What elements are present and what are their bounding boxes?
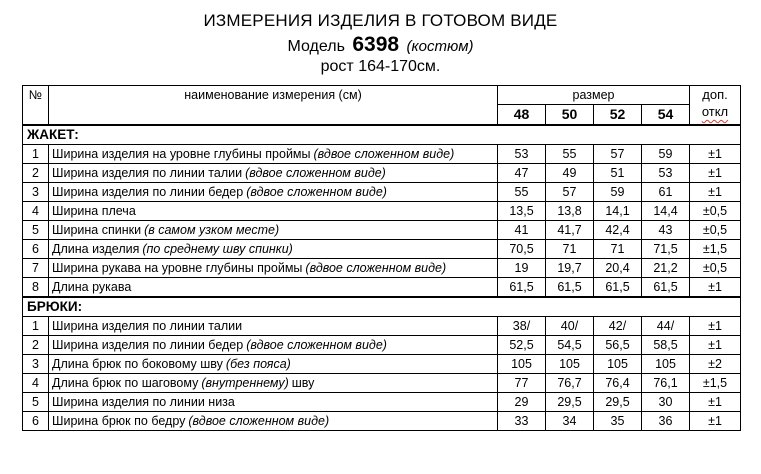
measurement-note: (внутреннему) [201,376,289,390]
measurement-name-cell [49,317,498,336]
row-number-cell: 1 [23,145,49,164]
size-value-cell: 55 [546,145,594,164]
size-value-cell: 40/ [546,317,594,336]
table-row [23,412,741,431]
measurement-note: (без пояса) [225,357,291,371]
measurement-name-cell [49,278,498,298]
size-value-cell: 47 [498,164,546,183]
size-value-cell: 54,5 [546,336,594,355]
size-value-cell: 105 [594,355,642,374]
row-number-cell: 6 [23,412,49,431]
table-row [23,183,741,202]
tolerance-cell: ±1 [690,412,741,431]
size-value-cell: 56,5 [594,336,642,355]
section-header-jacket [23,125,741,145]
size-value-cell: 41 [498,221,546,240]
size-value-cell: 19,7 [546,259,594,278]
size-value-cell: 58,5 [642,336,690,355]
table-row [23,393,741,412]
size-value-cell: 20,4 [594,259,642,278]
table-row [23,221,741,240]
row-number-cell: 4 [23,202,49,221]
tolerance-header-line1: доп. [702,87,728,102]
measurement-note: (вдвое сложенном виде) [246,185,387,199]
tolerance-cell: ±1 [690,183,741,202]
size-value-cell: 77 [498,374,546,393]
size-value-cell: 57 [546,183,594,202]
tolerance-cell: ±1 [690,278,741,298]
size-value-cell: 61,5 [498,278,546,298]
measurement-text: Ширина изделия по линии бедер [52,185,244,199]
measurement-name-cell [49,259,498,278]
size-value-cell: 61,5 [546,278,594,298]
tolerance-cell: ±1 [690,393,741,412]
size-value-cell: 61,5 [642,278,690,298]
row-number-cell: 4 [23,374,49,393]
measurement-name-cell [49,145,498,164]
col-header-number: № [23,86,49,126]
col-header-measurement-name: наименование измерения (см) [49,86,498,126]
size-value-cell: 51 [594,164,642,183]
measurement-text: Ширина спинки [52,223,142,237]
measurement-note: (вдвое сложенном виде) [305,261,447,275]
size-value-cell: 49 [546,164,594,183]
size-value-cell: 14,4 [642,202,690,221]
size-value-cell: 42,4 [594,221,642,240]
size-value-cell: 59 [642,145,690,164]
measurement-text: Длина брюк по боковому шву [52,357,223,371]
col-header-size-50: 50 [546,105,594,125]
size-value-cell: 53 [498,145,546,164]
measurement-text: Длина рукава [52,280,132,294]
height-range: рост 164-170см. [320,58,441,75]
measurement-name-cell [49,240,498,259]
tolerance-cell: ±0,5 [690,221,741,240]
section-header-trousers [23,297,741,317]
size-value-cell: 30 [642,393,690,412]
tolerance-cell: ±2 [690,355,741,374]
measurement-name-cell [49,221,498,240]
table-row [23,259,741,278]
table-row [23,355,741,374]
size-value-cell: 71 [594,240,642,259]
size-value-cell: 13,8 [546,202,594,221]
size-value-cell: 61,5 [594,278,642,298]
measurement-text: Ширина изделия по линии талии [52,319,243,333]
size-value-cell: 57 [594,145,642,164]
col-header-size-54: 54 [642,105,690,125]
measurement-text: Ширина изделия по линии низа [52,395,235,409]
measurement-note: (по среднему шву спинки) [142,242,293,256]
size-value-cell: 105 [642,355,690,374]
model-number: 6398 [352,33,400,56]
tolerance-cell: ±1,5 [690,240,741,259]
measurement-text: Ширина плеча [52,204,136,218]
tolerance-cell: ±0,5 [690,259,741,278]
measurement-name-cell [49,374,498,393]
measurement-text: Ширина изделия по линии талии [52,166,243,180]
size-value-cell: 36 [642,412,690,431]
section-label: БРЮКИ: [23,297,741,317]
row-number-cell: 8 [23,278,49,298]
table-row [23,145,741,164]
size-value-cell: 105 [546,355,594,374]
tolerance-cell: ±1 [690,317,741,336]
size-value-cell: 61 [642,183,690,202]
table-row [23,164,741,183]
size-value-cell: 21,2 [642,259,690,278]
measurement-note: (вдвое сложенном виде) [188,414,330,428]
size-value-cell: 55 [498,183,546,202]
size-value-cell: 34 [546,412,594,431]
header-row-top [23,86,741,105]
measurement-name-cell [49,393,498,412]
table-row [23,240,741,259]
size-value-cell: 53 [642,164,690,183]
size-value-cell: 52,5 [498,336,546,355]
tolerance-header-line2: откл [701,104,729,119]
row-number-cell: 3 [23,183,49,202]
row-number-cell: 7 [23,259,49,278]
row-number-cell: 3 [23,355,49,374]
col-header-size-52: 52 [594,105,642,125]
size-value-cell: 29,5 [594,393,642,412]
section-label: ЖАКЕТ: [23,125,741,145]
size-value-cell: 76,7 [546,374,594,393]
measurement-note: (вдвое сложенном виде) [245,166,386,180]
row-number-cell: 2 [23,336,49,355]
measurement-name-cell [49,164,498,183]
tolerance-cell: ±1 [690,336,741,355]
measurement-text: Ширина рукава на уровне глубины проймы [52,261,303,275]
size-value-cell: 71,5 [642,240,690,259]
table-row [23,278,741,298]
table-row [23,336,741,355]
row-number-cell: 5 [23,393,49,412]
size-value-cell: 43 [642,221,690,240]
size-value-cell: 59 [594,183,642,202]
col-header-size-group: размер [498,86,690,105]
col-header-tolerance [690,86,741,126]
row-number-cell: 6 [23,240,49,259]
measurement-text: Ширина брюк по бедру [52,414,186,428]
size-value-cell: 71 [546,240,594,259]
size-value-cell: 19 [498,259,546,278]
table-row [23,374,741,393]
measurements-table [22,85,741,431]
row-number-cell: 1 [23,317,49,336]
measurement-name-cell [49,202,498,221]
document-title: ИЗМЕРЕНИЯ ИЗДЕЛИЯ В ГОТОВОМ ВИДЕ [203,11,558,30]
model-label: Модель [287,38,345,55]
measurement-name-cell [49,412,498,431]
measurement-text: Длина изделия [52,242,140,256]
tolerance-cell: ±0,5 [690,202,741,221]
size-value-cell: 38/ [498,317,546,336]
size-value-cell: 13,5 [498,202,546,221]
size-value-cell: 29,5 [546,393,594,412]
measurement-text: Ширина изделия по линии бедер [52,338,244,352]
measurement-note: (в самом узком месте) [144,223,280,237]
tolerance-cell: ±1,5 [690,374,741,393]
measurement-text: Длина брюк по шаговому [52,376,199,390]
size-value-cell: 41,7 [546,221,594,240]
col-header-size-48: 48 [498,105,546,125]
tolerance-cell: ±1 [690,145,741,164]
document-header [0,11,761,76]
size-value-cell: 33 [498,412,546,431]
tolerance-cell: ±1 [690,164,741,183]
size-value-cell: 29 [498,393,546,412]
measurement-name-cell [49,183,498,202]
row-number-cell: 5 [23,221,49,240]
size-value-cell: 44/ [642,317,690,336]
size-value-cell: 76,4 [594,374,642,393]
measurement-text: Ширина изделия на уровне глубины проймы [52,147,311,161]
measurement-name-cell [49,336,498,355]
model-line [0,33,761,57]
measurement-text-suffix: шву [291,376,315,390]
size-value-cell: 70,5 [498,240,546,259]
size-value-cell: 105 [498,355,546,374]
model-note: (костюм) [406,38,474,55]
table-row [23,317,741,336]
measurement-note: (вдвое сложенном виде) [246,338,387,352]
size-value-cell: 76,1 [642,374,690,393]
measurement-name-cell [49,355,498,374]
size-value-cell: 35 [594,412,642,431]
size-value-cell: 42/ [594,317,642,336]
measurement-note: (вдвое сложенном виде) [313,147,455,161]
size-value-cell: 14,1 [594,202,642,221]
table-row [23,202,741,221]
row-number-cell: 2 [23,164,49,183]
